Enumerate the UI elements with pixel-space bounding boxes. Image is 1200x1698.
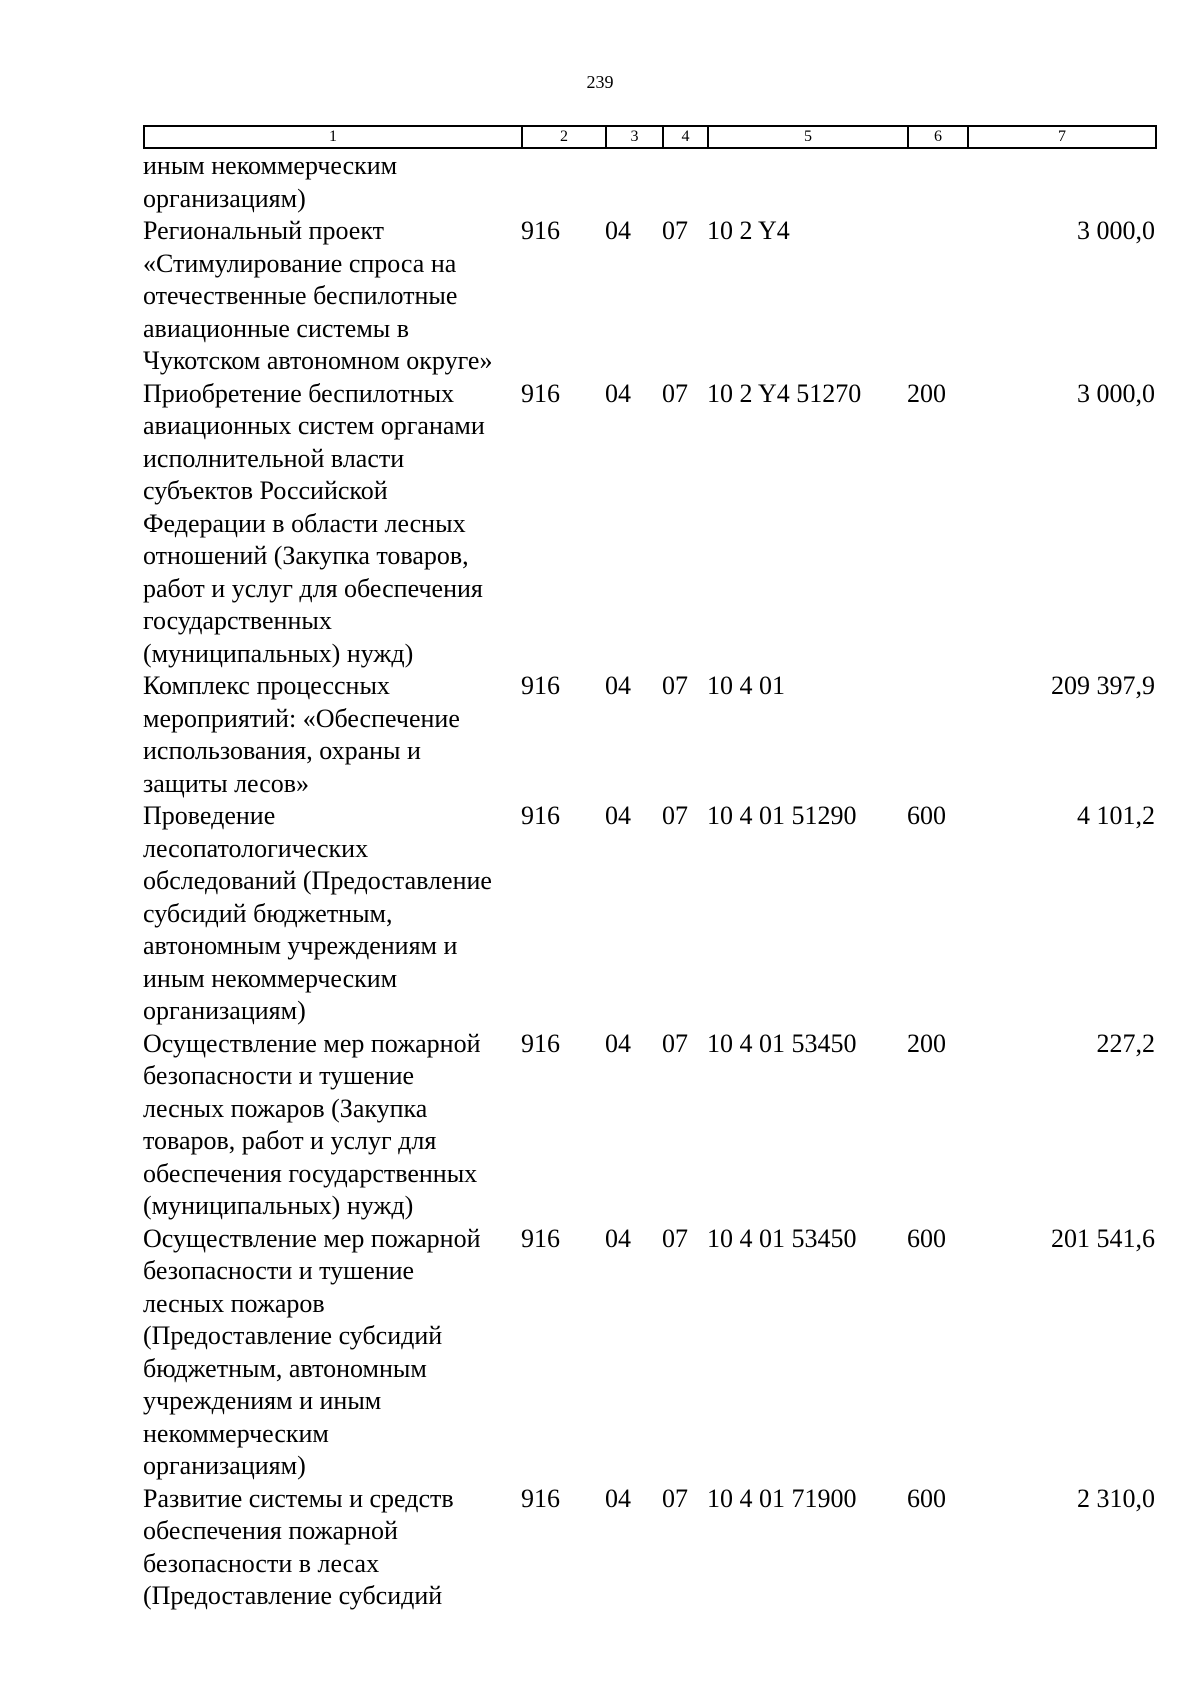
row-amount: 209 397,9 [1051,671,1155,700]
row-amount: 3 000,0 [1077,378,1155,408]
row-target-article-code [707,150,907,215]
row-subsection-code: 07 [662,1028,688,1058]
row-subsection-code: 07 [662,216,688,245]
row-section-code: 04 [605,378,631,408]
description-line: обеспечения государственных [143,1158,478,1188]
description-line: безопасности и тушение [143,1061,415,1090]
description-line: авиационные системы в [143,313,410,343]
row-ministry-code: 916 [521,801,560,830]
row-ministry-code: 916 [521,1028,560,1058]
table-row [0,1223,1200,1483]
description-line: лесных пожаров [143,1288,325,1318]
row-ministry-code: 916 [521,671,560,700]
table-row [0,1483,1200,1613]
row-description [143,670,521,800]
row-target-article-code: 10 4 01 71900 [707,1483,857,1513]
description-line: Федерации в области лесных [143,508,466,538]
row-subsection-code [662,150,707,215]
description-line: использования, охраны и [143,736,421,765]
column-header-row [144,126,1156,148]
description-line: государственных [143,606,332,635]
description-line: защиты лесов» [143,768,310,798]
row-subsection-code: 07 [662,1223,688,1253]
row-description [143,150,521,215]
description-line: «Стимулирование спроса на [143,248,457,278]
description-line: безопасности в лесах [143,1548,380,1578]
description-line: авиационных систем органами [143,411,485,440]
page-number: 239 [586,72,614,92]
row-expense-type-code [907,215,967,378]
description-line: лесопатологических [143,833,369,863]
description-line: обследований (Предоставление [143,866,492,895]
row-target-article-code: 10 2 Y4 [707,216,790,245]
table-body [0,150,1200,1613]
row-ministry-code [521,150,605,215]
description-line: отношений (Закупка товаров, [143,541,469,570]
row-target-article-code: 10 4 01 53450 [707,1028,857,1058]
description-line: учреждениям и иным [143,1386,382,1415]
row-section-code: 04 [605,216,631,245]
description-line: (муниципальных) нужд) [143,638,414,668]
column-header-6: 6 [908,126,968,148]
row-section-code: 04 [605,801,631,830]
row-amount: 2 310,0 [1077,1483,1155,1513]
row-description [143,1223,521,1483]
row-expense-type-code: 200 [907,378,946,408]
table-row [0,378,1200,671]
description-line: субсидий бюджетным, [143,898,393,928]
row-ministry-code: 916 [521,378,560,408]
table-row [0,800,1200,1028]
description-line: Проведение [143,801,276,830]
row-subsection-code: 07 [662,378,688,408]
row-amount: 201 541,6 [1051,1223,1155,1253]
row-section-code: 04 [605,1483,631,1513]
row-target-article-code: 10 4 01 53450 [707,1223,857,1253]
row-ministry-code: 916 [521,1223,560,1253]
description-line: Осуществление мер пожарной [143,1028,481,1058]
row-description [143,800,521,1028]
description-line: Приобретение беспилотных [143,378,455,408]
description-line: иным некоммерческим [143,963,398,993]
description-line: автономным учреждениям и [143,931,458,960]
column-header-5: 5 [708,126,908,148]
row-subsection-code: 07 [662,1483,688,1513]
column-header-1: 1 [144,126,522,148]
row-amount: 227,2 [1096,1028,1155,1058]
description-line: организациям) [143,183,306,213]
row-description [143,1483,521,1613]
description-line: организациям) [143,1451,306,1480]
row-amount: 3 000,0 [1077,216,1155,245]
description-line: товаров, работ и услуг для [143,1126,437,1155]
description-line: обеспечения пожарной [143,1516,398,1545]
description-line: мероприятий: «Обеспечение [143,703,460,733]
description-line: (Предоставление субсидий [143,1321,443,1350]
column-header-2: 2 [522,126,606,148]
row-target-article-code: 10 4 01 51290 [707,801,857,830]
row-description [143,378,521,671]
row-amount [967,150,1155,215]
row-description [143,215,521,378]
row-description [143,1028,521,1223]
description-line: Осуществление мер пожарной [143,1223,481,1253]
description-line: работ и услуг для обеспечения [143,573,483,603]
table-row [0,1028,1200,1223]
description-line: (муниципальных) нужд) [143,1191,414,1220]
description-line: Развитие системы и средств [143,1483,454,1513]
row-target-article-code: 10 2 Y4 51270 [707,378,862,408]
row-expense-type-code [907,670,967,800]
column-header-3: 3 [606,126,663,148]
row-section-code: 04 [605,1223,631,1253]
row-expense-type-code: 600 [907,801,946,830]
description-line: (Предоставление субсидий [143,1581,443,1610]
description-line: бюджетным, автономным [143,1353,427,1383]
row-subsection-code: 07 [662,671,688,700]
row-section-code: 04 [605,1028,631,1058]
description-line: иным некоммерческим [143,151,398,180]
column-header-4: 4 [663,126,708,148]
row-expense-type-code: 600 [907,1483,946,1513]
description-line: некоммерческим [143,1418,329,1448]
description-line: Региональный проект [143,216,384,245]
description-line: исполнительной власти [143,443,405,473]
table-row [0,150,1200,215]
column-header-7: 7 [968,126,1156,148]
description-line: отечественные беспилотные [143,281,458,310]
row-amount: 4 101,2 [1077,801,1155,830]
row-ministry-code: 916 [521,1483,560,1513]
row-section-code [605,150,662,215]
row-expense-type-code: 600 [907,1223,946,1253]
row-ministry-code: 916 [521,216,560,245]
description-line: Комплекс процессных [143,671,390,700]
description-line: Чукотском автономном округе» [143,346,493,375]
description-line: организациям) [143,996,306,1025]
description-line: лесных пожаров (Закупка [143,1093,428,1123]
description-line: субъектов Российской [143,476,388,505]
row-target-article-code: 10 4 01 [707,671,785,700]
row-expense-type-code [907,150,967,215]
table-row [0,670,1200,800]
row-expense-type-code: 200 [907,1028,946,1058]
column-header-table [143,125,1157,149]
row-subsection-code: 07 [662,801,688,830]
row-section-code: 04 [605,671,631,700]
description-line: безопасности и тушение [143,1256,415,1285]
table-row [0,215,1200,378]
